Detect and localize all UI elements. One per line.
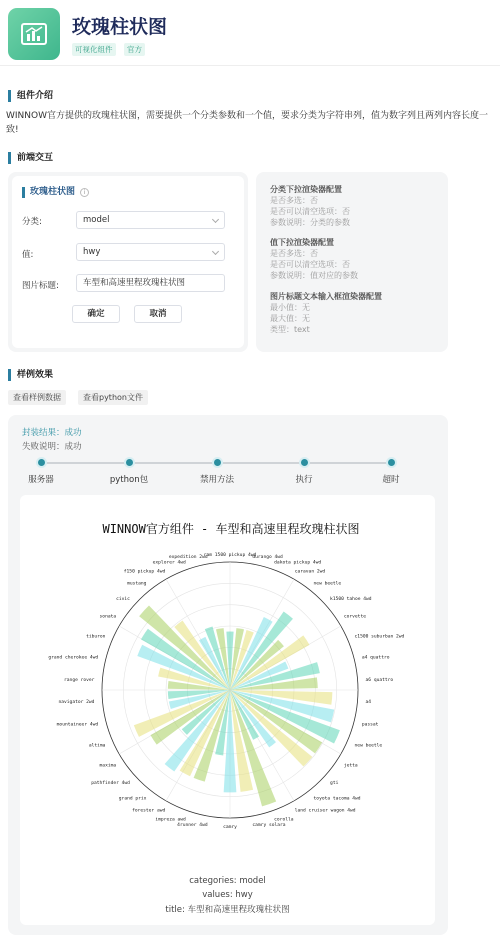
category-tick-label: new beetle — [313, 581, 342, 587]
category-tick-label: f150 pickup 4wd — [123, 569, 166, 575]
section-title-interaction: 前端交互 — [8, 152, 53, 164]
tag-official: 官方 — [124, 43, 145, 56]
config-line: 是否多选：否 — [270, 196, 318, 205]
config-line: 是否多选：否 — [270, 249, 318, 258]
category-tick-label: forester awd — [132, 808, 166, 814]
category-tick-label: mountaineer 4wd — [56, 722, 99, 728]
category-tick-label: caravan 2wd — [294, 569, 326, 575]
step-label-execute: 执行 — [295, 475, 313, 485]
step-dot — [36, 457, 47, 468]
category-tick-label: a6 quattro — [365, 677, 394, 683]
category-tick-label: maxima — [99, 763, 117, 769]
category-tick-label: range rover — [64, 677, 95, 683]
step-dot — [386, 457, 397, 468]
category-tick-label: altima — [88, 743, 106, 749]
category-tick-label: camry solara — [252, 823, 286, 829]
category-tick-label: passat — [361, 722, 379, 728]
category-tick-label: a4 — [365, 700, 372, 706]
config-group-title — [270, 291, 382, 335]
bar-chart-icon — [8, 8, 60, 60]
chart-title-label: title: 车型和高速里程玫瑰柱状图 — [165, 905, 290, 915]
category-tick-label: c1500 suburban 2wd — [354, 634, 405, 640]
view-python-file-link[interactable]: 查看python文件 — [78, 390, 148, 405]
category-tick-label: a4 quattro — [361, 655, 390, 661]
chart-categories-label: categories: model — [189, 876, 266, 886]
category-tick-label: impreza awd — [155, 817, 186, 823]
category-tick-label: expedition 2wd — [168, 554, 208, 560]
pack-result: 封装结果：成功 — [22, 428, 82, 438]
config-line: 是否可以清空选项：否 — [270, 260, 350, 269]
category-tick-label: navigator 2wd — [58, 700, 95, 706]
page-title: 玫瑰柱状图 — [72, 16, 168, 38]
category-tick-label: toyota tacoma 4wd — [313, 796, 361, 802]
intro-text: WINNOW官方提供的玫瑰柱状图，需要提供一个分类参数和一个值，要求分类为字符串列，值为数字列且两列内容长度一致! — [6, 111, 489, 135]
category-tick-label: explorer 4wd — [152, 560, 186, 566]
config-group-value — [270, 237, 358, 281]
config-heading: 分类下拉渲染器配置 — [270, 185, 342, 194]
config-heading: 图片标题文本输入框渲染器配置 — [270, 292, 382, 301]
tag-visualization: 可视化组件 — [72, 43, 116, 56]
image-title-label: 图片标题: — [22, 281, 59, 291]
section-title-example: 样例效果 — [8, 369, 53, 381]
category-tick-label: corolla — [274, 817, 294, 823]
category-tick-label: civic — [116, 596, 130, 602]
category-tick-label: sonata — [99, 614, 117, 620]
category-tick-label: durango 4wd — [252, 554, 283, 560]
page-header — [0, 0, 500, 66]
category-tick-label: k1500 tahoe 4wd — [330, 596, 372, 602]
category-tick-label: ram 1500 pickup 4wd — [203, 553, 257, 558]
chart-title: WINNOW官方组件 - 车型和高速里程玫瑰柱状图 — [102, 522, 360, 536]
step-dot — [124, 457, 135, 468]
category-label: 分类: — [22, 217, 42, 227]
step-dot — [212, 457, 223, 468]
category-tick-label: 4runner 4wd — [177, 823, 208, 829]
chart-values-label: values: hwy — [202, 890, 253, 900]
step-dot — [299, 457, 310, 468]
info-icon[interactable]: i — [80, 188, 89, 197]
config-group-category — [270, 184, 350, 228]
config-line: 参数说明：值对应的参数 — [270, 271, 358, 280]
category-tick-label: tiburon — [86, 634, 106, 640]
config-line: 类型：text — [270, 325, 310, 334]
section-title-intro: 组件介绍 — [8, 90, 53, 102]
category-tick-label: camry — [223, 825, 237, 830]
fail-reason: 失败说明：成功 — [22, 442, 82, 452]
step-label-disabled: 禁用方法 — [199, 475, 234, 485]
confirm-button[interactable]: 确定 — [72, 305, 120, 323]
category-tick-label: gti — [330, 781, 339, 787]
category-tick-label: jetta — [343, 763, 358, 769]
form-panel — [12, 176, 244, 348]
category-tick-label: dakota pickup 4wd — [274, 560, 322, 566]
step-label-timeout: 超时 — [382, 475, 400, 485]
config-line: 最小值：无 — [270, 303, 310, 312]
category-select-value: model — [83, 215, 110, 225]
step-label-python: python包 — [109, 475, 149, 485]
form-title: 玫瑰柱状图 — [22, 187, 75, 198]
category-tick-label: land cruiser wagon 4wd — [294, 808, 356, 814]
value-select-value: hwy — [83, 247, 101, 257]
value-label: 值: — [22, 250, 34, 260]
category-tick-label: corvette — [343, 614, 366, 620]
rose-chart — [40, 530, 415, 870]
category-select[interactable] — [76, 211, 225, 229]
value-select[interactable] — [76, 243, 225, 261]
category-tick-label: new beetle — [354, 743, 383, 749]
chevron-down-icon — [212, 248, 219, 255]
step-label-server: 服务器 — [28, 475, 54, 485]
config-line: 是否可以清空选项：否 — [270, 207, 350, 216]
view-sample-data-link[interactable]: 查看样例数据 — [8, 390, 66, 405]
category-tick-label: grand cherokee 4wd — [48, 655, 99, 661]
config-line: 最大值：无 — [270, 314, 310, 323]
image-title-input-value: 车型和高速里程玫瑰柱状图 — [83, 278, 186, 288]
chevron-down-icon — [212, 216, 219, 223]
category-tick-label: mustang — [127, 581, 147, 587]
cancel-button[interactable]: 取消 — [134, 305, 182, 323]
config-line: 参数说明：分类的参数 — [270, 218, 350, 227]
category-tick-label: grand prix — [118, 796, 147, 802]
image-title-input[interactable] — [76, 274, 225, 292]
category-tick-label: pathfinder 4wd — [91, 781, 130, 787]
config-heading: 值下拉渲染器配置 — [270, 238, 334, 247]
